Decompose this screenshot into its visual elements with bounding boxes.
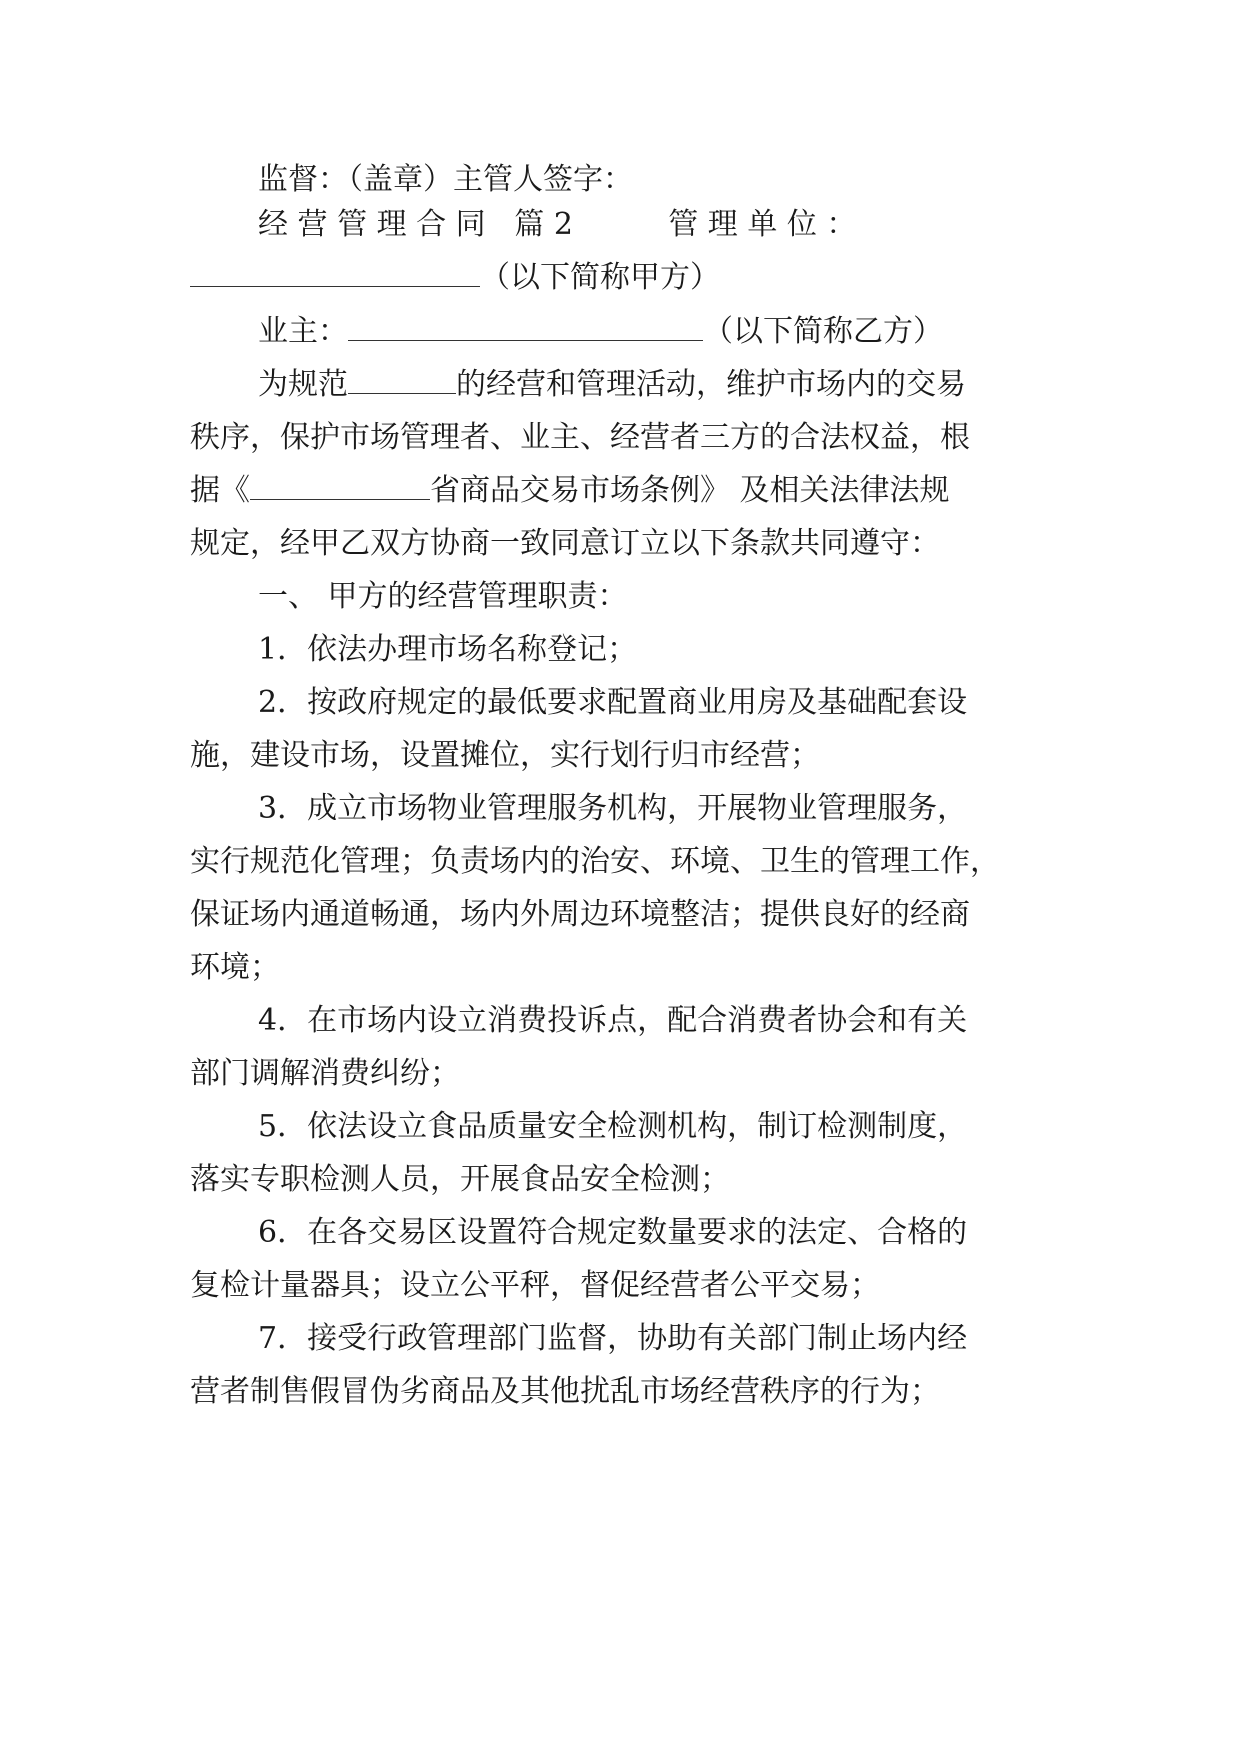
market-name-blank bbox=[348, 367, 456, 394]
party-a-blank bbox=[190, 260, 480, 287]
item-4-text-1: 4．在市场内设立消费投诉点，配合消费者协会和有关 bbox=[258, 1003, 968, 1038]
item-4-line-2 bbox=[190, 1054, 1050, 1094]
item-5-text-1: 5．依法设立食品质量安全检测机构，制订检测制度， bbox=[258, 1109, 968, 1144]
section-heading-line bbox=[190, 577, 1050, 617]
item-5-line-1 bbox=[190, 1107, 1050, 1147]
contract-title-line bbox=[190, 205, 1050, 245]
item-7-line-1 bbox=[190, 1319, 1050, 1359]
item-6-text-1: 6．在各交易区设置符合规定数量要求的法定、合格的 bbox=[258, 1215, 968, 1250]
item-3-text-2: 实行规范化管理；负责场内的治安、环境、卫生的管理工作， bbox=[190, 844, 1000, 879]
item-4-text-2: 部门调解消费纠纷； bbox=[190, 1056, 460, 1091]
preamble-text-3b: 省商品交易市场条例》 及相关法律法规 bbox=[430, 473, 950, 508]
item-6-text-2: 复检计量器具；设立公平秤，督促经营者公平交易； bbox=[190, 1268, 880, 1303]
preamble-line-1 bbox=[190, 365, 1050, 405]
section-heading: 一、 甲方的经营管理职责： bbox=[258, 579, 628, 614]
party-b-suffix: （以下简称乙方） bbox=[703, 314, 943, 349]
item-3-line-4 bbox=[190, 948, 1050, 988]
preamble-line-3 bbox=[190, 471, 1050, 511]
party-a-suffix: （以下简称甲方） bbox=[480, 260, 720, 295]
preamble-line-4 bbox=[190, 524, 1050, 564]
item-3-line-3 bbox=[190, 895, 1050, 935]
supervision-signature-line bbox=[190, 160, 1050, 200]
item-5-text-2: 落实专职检测人员，开展食品安全检测； bbox=[190, 1162, 730, 1197]
item-3-text-1: 3．成立市场物业管理服务机构，开展物业管理服务， bbox=[258, 791, 968, 826]
item-2-line-2 bbox=[190, 736, 1050, 776]
party-b-line bbox=[190, 312, 1050, 352]
preamble-text-1b: 的经营和管理活动，维护市场内的交易 bbox=[456, 367, 966, 402]
item-3-text-3: 保证场内通道畅通，场内外周边环境整洁；提供良好的经商 bbox=[190, 897, 970, 932]
item-3-text-4: 环境； bbox=[190, 950, 280, 985]
item-6-line-1 bbox=[190, 1213, 1050, 1253]
item-2-text-1: 2．按政府规定的最低要求配置商业用房及基础配套设 bbox=[258, 685, 968, 720]
item-3-line-1 bbox=[190, 789, 1050, 829]
preamble-line-2 bbox=[190, 418, 1050, 458]
item-4-line-1 bbox=[190, 1001, 1050, 1041]
party-a-line bbox=[190, 258, 1050, 298]
item-1-text: 1．依法办理市场名称登记； bbox=[258, 632, 638, 667]
item-1-line bbox=[190, 630, 1050, 670]
party-b-blank bbox=[348, 314, 703, 341]
preamble-text-1a: 为规范 bbox=[258, 367, 348, 402]
item-2-text-2: 施，建设市场，设置摊位，实行划行归市经营； bbox=[190, 738, 820, 773]
contract-title-text: 经 营 管 理 合 同 篇 2 管 理 单 位 ： bbox=[258, 207, 857, 242]
province-blank bbox=[250, 473, 430, 500]
item-6-line-2 bbox=[190, 1266, 1050, 1306]
preamble-text-4: 规定，经甲乙双方协商一致同意订立以下条款共同遵守： bbox=[190, 526, 940, 561]
item-7-text-2: 营者制售假冒伪劣商品及其他扰乱市场经营秩序的行为； bbox=[190, 1374, 940, 1409]
party-b-label: 业主： bbox=[258, 314, 348, 349]
preamble-text-2: 秩序，保护市场管理者、业主、经营者三方的合法权益，根 bbox=[190, 420, 970, 455]
supervision-signature-text: 监督：（盖章）主管人签字： bbox=[258, 162, 633, 197]
item-2-line-1 bbox=[190, 683, 1050, 723]
item-7-text-1: 7．接受行政管理部门监督，协助有关部门制止场内经 bbox=[258, 1321, 968, 1356]
item-7-line-2 bbox=[190, 1372, 1050, 1412]
item-3-line-2 bbox=[190, 842, 1050, 882]
preamble-text-3a: 据《 bbox=[190, 473, 250, 508]
item-5-line-2 bbox=[190, 1160, 1050, 1200]
